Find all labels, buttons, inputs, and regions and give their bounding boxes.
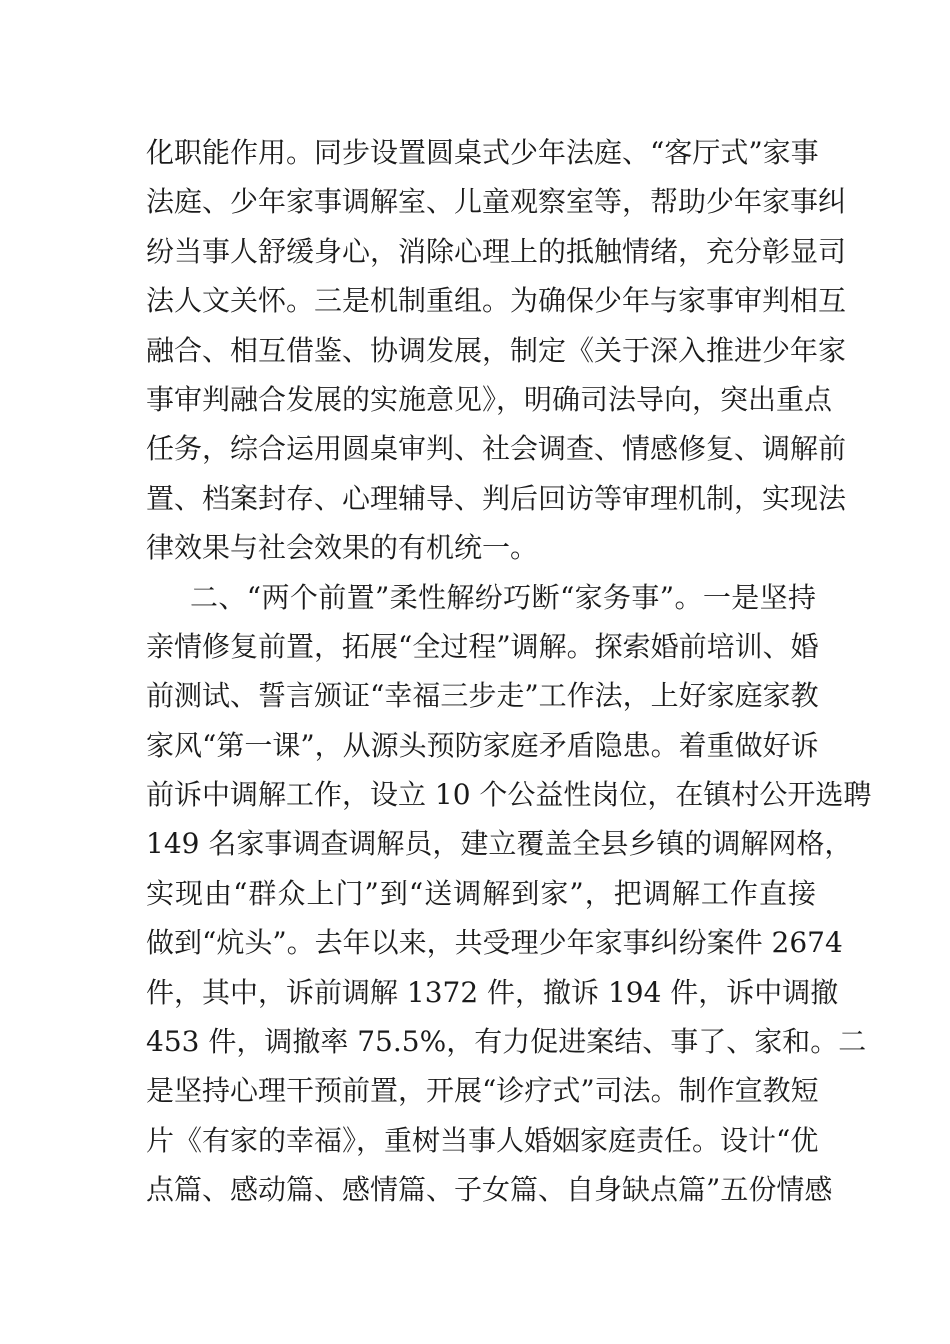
section-heading-line: 二、“两个前置”柔性解纷巧断“家务事”。一是坚持 (190, 580, 816, 614)
text-line: 前诉中调解工作，设立 10 个公益性岗位，在镇村公开选聘 (146, 778, 872, 812)
text-line: 149 名家事调查调解员，建立覆盖全县乡镇的调解网格， (146, 827, 853, 861)
text-line: 化职能作用。同步设置圆桌式少年法庭、“客厅式”家事 (146, 136, 819, 169)
text-line: 前测试、誓言颁证“幸福三步走”工作法，上好家庭家教 (146, 679, 819, 713)
text-line: 任务，综合运用圆桌审判、社会调查、情感修复、调解前 (146, 432, 847, 466)
text-line: 片《有家的幸福》，重树当事人婚姻家庭责任。设计“优 (146, 1123, 819, 1157)
text-line: 453 件，调撤率 75.5%，有力促进案结、事了、家和。二 (146, 1025, 867, 1059)
text-line: 件，其中，诉前调解 1372 件，撤诉 194 件，诉中调撤 (146, 975, 839, 1009)
text-line: 法庭、少年家事调解室、儿童观察室等，帮助少年家事纠 (146, 185, 847, 219)
paragraph-end-line: 律效果与社会效果的有机统一。 (146, 531, 539, 565)
text-line: 点篇、感动篇、感情篇、子女篇、自身缺点篇”五份情感 (146, 1173, 833, 1207)
text-line: 置、档案封存、心理辅导、判后回访等审理机制，实现法 (146, 481, 847, 515)
text-line: 纷当事人舒缓身心，消除心理上的抵触情绪，充分彰显司 (146, 234, 847, 268)
text-line: 法人文关怀。三是机制重组。为确保少年与家事审判相互 (146, 284, 847, 318)
body-text (146, 128, 872, 1215)
text-line: 事审判融合发展的实施意见》，明确司法导向，突出重点 (146, 382, 833, 416)
text-line: 融合、相互借鉴、协调发展，制定《关于深入推进少年家 (146, 333, 847, 367)
text-line: 家风“第一课”，从源头预防家庭矛盾隐患。着重做好诉 (146, 728, 819, 762)
text-line: 是坚持心理干预前置，开展“诊疗式”司法。制作宣教短 (146, 1074, 819, 1108)
text-line: 实现由“群众上门”到“送调解到家”，把调解工作直接 (146, 876, 816, 910)
text-line: 做到“炕头”。去年以来，共受理少年家事纠纷案件 2674 (146, 926, 843, 960)
text-line: 亲情修复前置，拓展“全过程”调解。探索婚前培训、婚 (146, 629, 819, 663)
